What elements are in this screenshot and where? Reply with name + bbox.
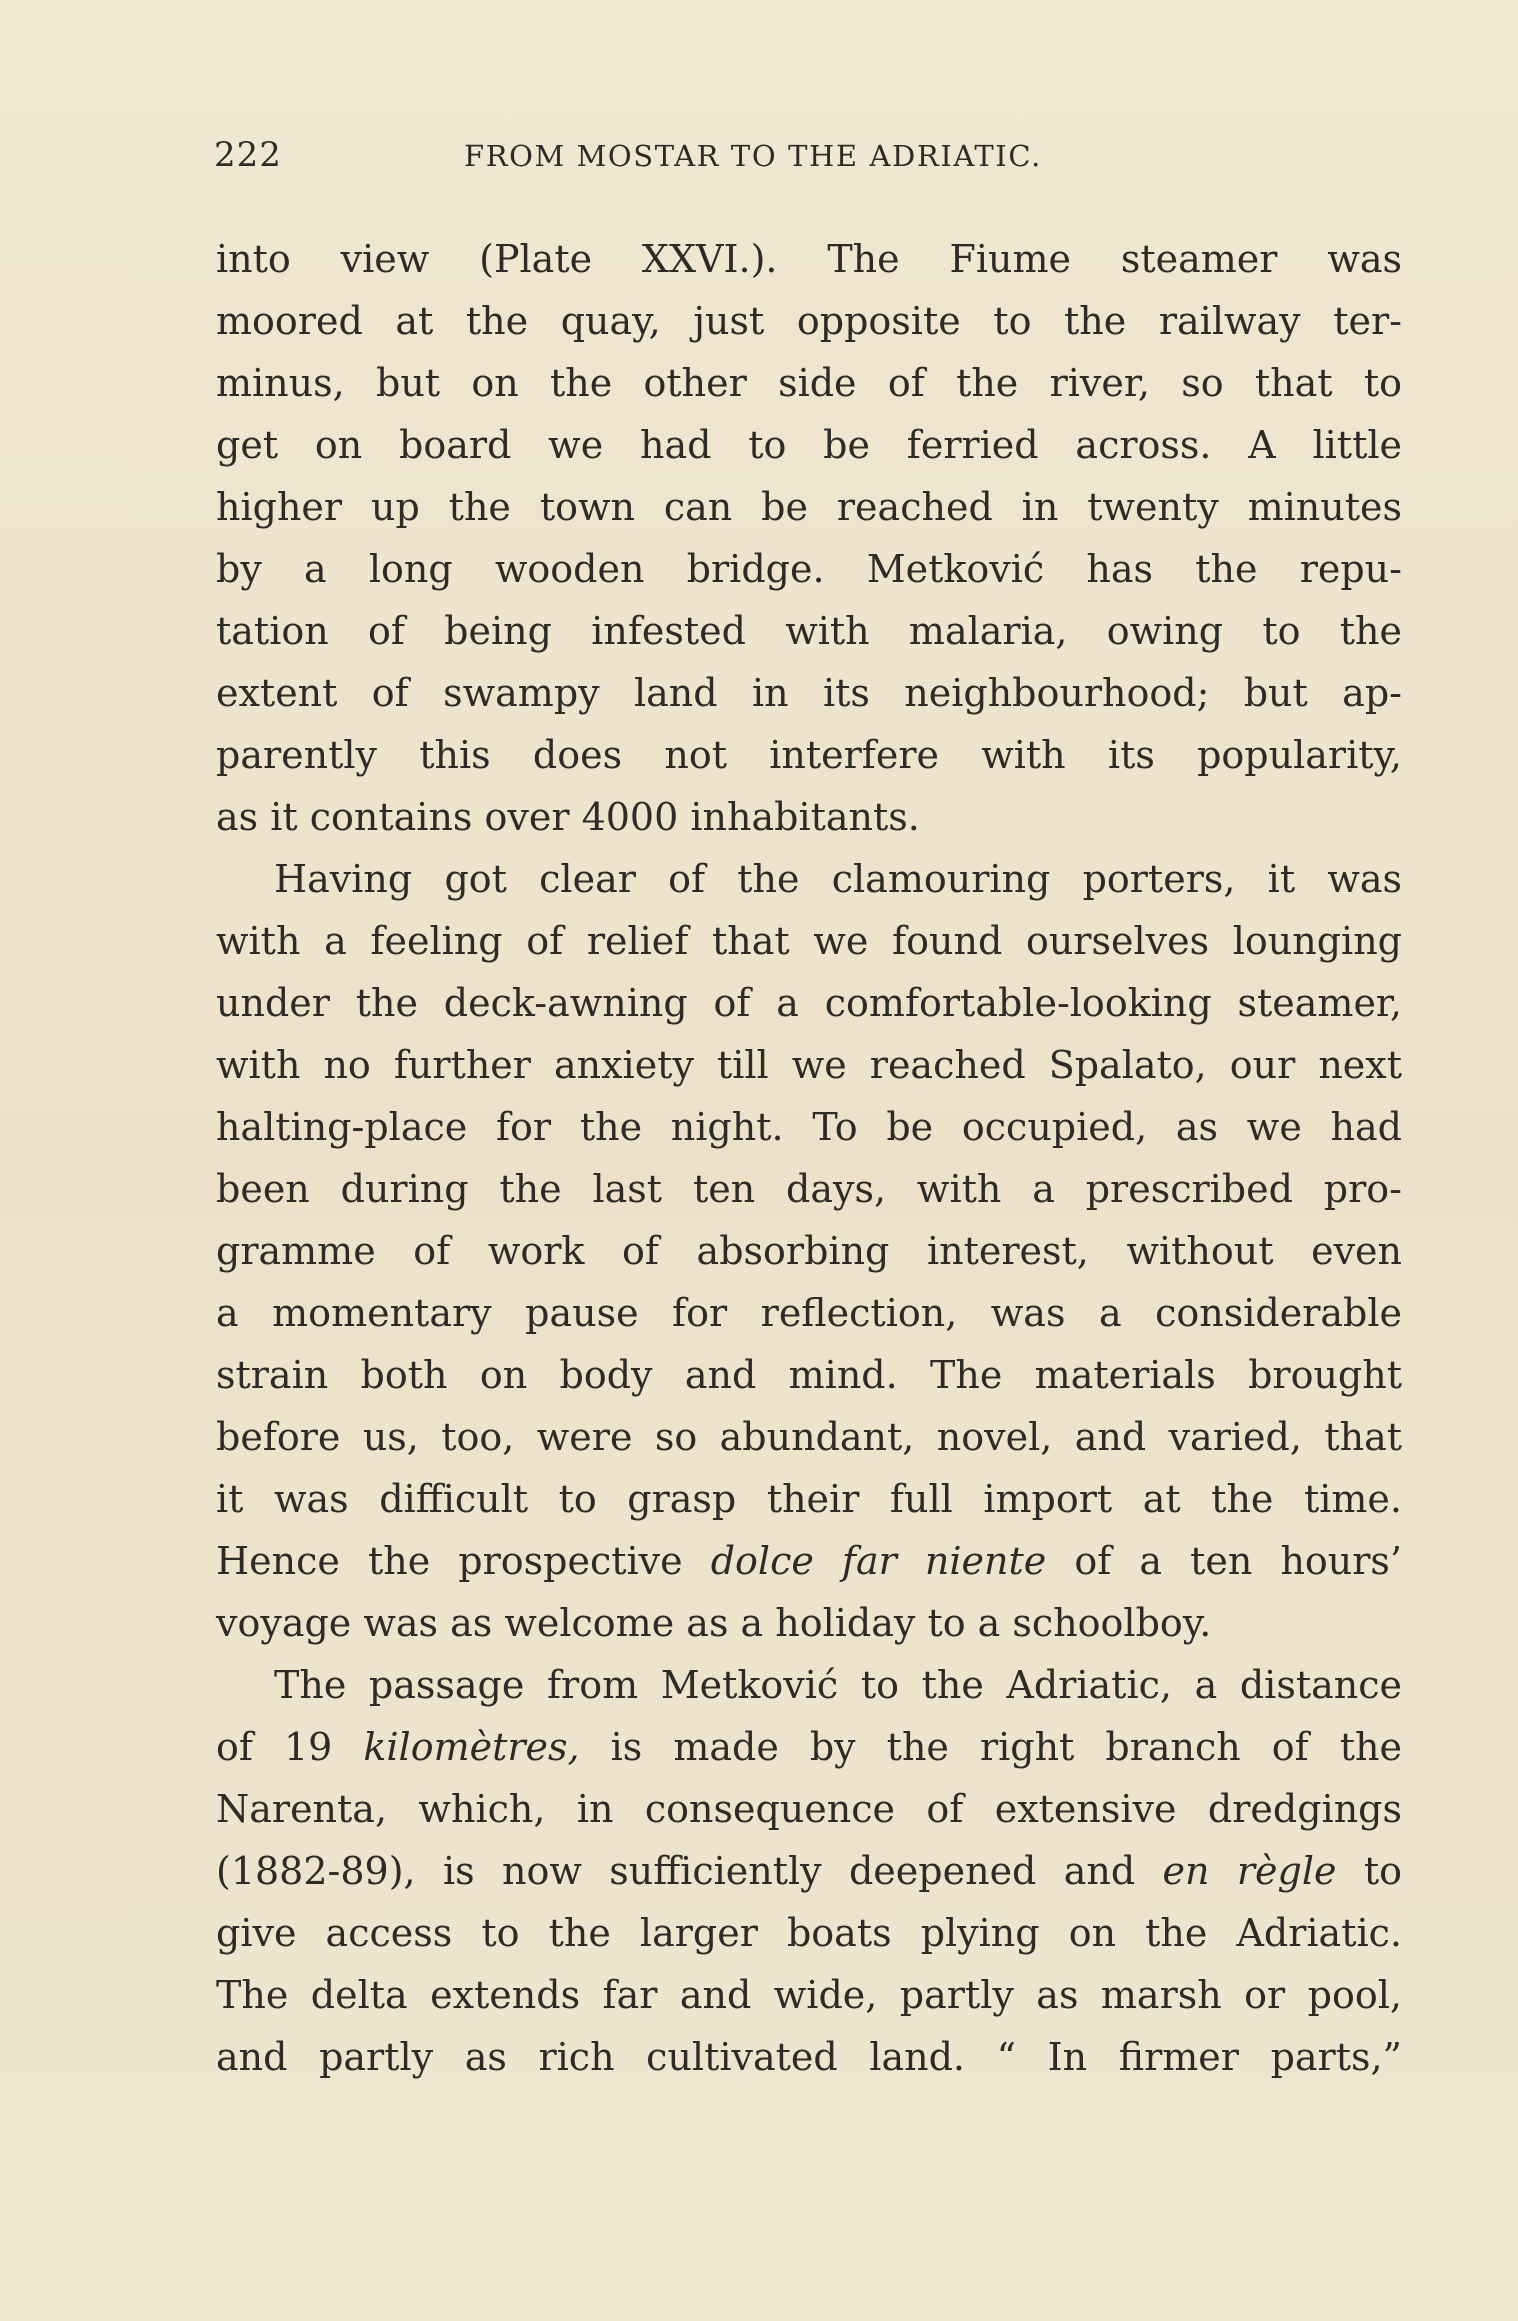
text-line: and partly as rich cultivated land. “ In firmer parts,” xyxy=(216,2035,1402,2079)
italic-phrase: dolce far niente xyxy=(710,1539,1047,1583)
running-title: FROM MOSTAR TO THE ADRIATIC. xyxy=(464,139,1042,173)
text-line: halting-place for the night. To be occupied, as we had xyxy=(216,1105,1402,1149)
text-line: with a feeling of relief that we found ourselves lounging xyxy=(216,919,1402,963)
text-line: it was difficult to grasp their full import at the time. xyxy=(216,1477,1402,1521)
text-line: parently this does not interfere with its popularity, xyxy=(216,733,1402,777)
text-line: extent of swampy land in its neighbourhood; but ap- xyxy=(216,671,1402,715)
text-line: tation of being infested with malaria, owing to the xyxy=(216,609,1402,653)
text-line: gramme of work of absorbing interest, without even xyxy=(216,1229,1402,1273)
text-line: by a long wooden bridge. Metković has the repu- xyxy=(216,547,1402,591)
text-line: a momentary pause for reflection, was a considerable xyxy=(216,1291,1402,1335)
text-segment: of a ten hours’ xyxy=(1046,1539,1403,1583)
italic-word: kilomètres, xyxy=(363,1725,580,1769)
text-line: get on board we had to be ferried across. A little xyxy=(216,423,1402,467)
page-number: 222 xyxy=(214,135,282,175)
paragraph-start-line: Having got clear of the clamouring porters, it was xyxy=(274,857,1402,901)
text-line: minus, but on the other side of the river, so that to xyxy=(216,361,1402,405)
text-line: with no further anxiety till we reached Spalato, our next xyxy=(216,1043,1402,1087)
text-line: before us, too, were so abundant, novel, and varied, that xyxy=(216,1415,1402,1459)
paragraph-end-line: voyage was as welcome as a holiday to a schoolboy. xyxy=(216,1601,1212,1645)
text-line-with-italic xyxy=(216,1530,1402,1592)
text-line: moored at the quay, just opposite to the railway ter- xyxy=(216,299,1402,343)
body-text xyxy=(216,228,1402,2088)
text-segment: is made by the right branch of the xyxy=(579,1725,1402,1769)
text-line: The delta extends far and wide, partly as marsh or pool, xyxy=(216,1973,1402,2017)
paragraph-end-line: as it contains over 4000 inhabitants. xyxy=(216,795,920,839)
text-line-with-italic xyxy=(216,1840,1402,1902)
text-line: strain both on body and mind. The materials brought xyxy=(216,1353,1402,1397)
text-line: give access to the larger boats plying on the Adriatic. xyxy=(216,1911,1402,1955)
italic-phrase: en règle xyxy=(1162,1849,1337,1893)
text-line: been during the last ten days, with a prescribed pro- xyxy=(216,1167,1402,1211)
text-segment: to xyxy=(1336,1849,1402,1893)
text-line: higher up the town can be reached in twenty minutes xyxy=(216,485,1402,529)
text-segment: Hence the prospective xyxy=(216,1539,711,1583)
paragraph-start-line: The passage from Metković to the Adriatic, a distance xyxy=(274,1663,1402,1707)
text-line: Narenta, which, in consequence of extensive dredgings xyxy=(216,1787,1402,1831)
text-segment: (1882-89), is now sufficiently deepened and xyxy=(216,1849,1163,1893)
text-segment: of 19 xyxy=(216,1725,364,1769)
text-line-with-italic xyxy=(216,1716,1402,1778)
running-head xyxy=(214,135,1404,185)
text-line: under the deck-awning of a comfortable-looking steamer, xyxy=(216,981,1402,1025)
text-line: into view (Plate XXVI.). The Fiume steamer was xyxy=(216,237,1402,281)
